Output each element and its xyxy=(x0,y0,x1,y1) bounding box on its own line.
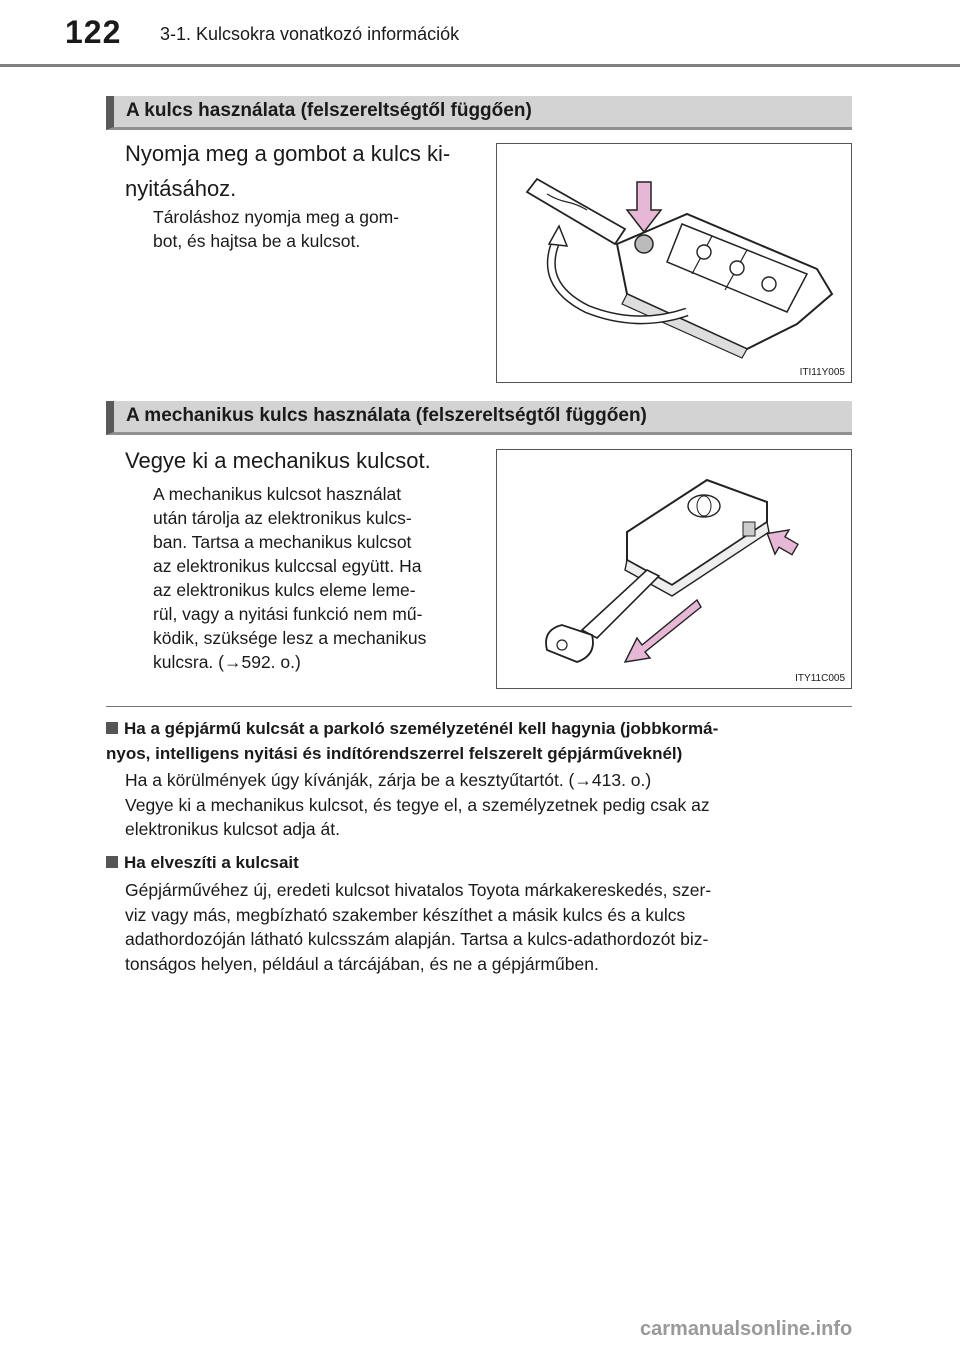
body-line: Vegye ki a mechanikus kulcsot, és tegye el, a személyzetnek pedig csak az xyxy=(125,794,710,815)
section-title-mechanical-key xyxy=(106,401,852,435)
lock-button-icon xyxy=(697,245,711,259)
trunk-button-icon xyxy=(762,277,776,291)
figure-code: ITI11Y005 xyxy=(799,367,845,378)
flip-key-illustration xyxy=(497,144,850,381)
note-line: Tároláshoz nyomja meg a gom- xyxy=(153,207,400,227)
unlock-button-icon xyxy=(730,261,744,275)
step-line: Nyomja meg a gombot a kulcs ki- xyxy=(125,141,451,166)
step-line: Vegye ki a mechanikus kulcsot. xyxy=(125,448,431,473)
heading-line: nyos, intelligens nyitási és indítórendszerrel felszerelt gépjárműveknél) xyxy=(106,744,683,763)
step-instruction-unfold xyxy=(125,136,477,206)
figure-flip-key xyxy=(496,143,852,383)
note-line: A mechanikus kulcsot használat xyxy=(153,484,402,504)
body-line: adathordozóján látható kulcsszám alapján. Tartsa a kulcs-adathordozót biz- xyxy=(125,929,709,949)
body-line: tonságos helyen, például a tárcájában, és ne a gépjárműben. xyxy=(125,953,599,974)
press-down-arrow-icon xyxy=(627,182,661,232)
heading-line: Ha elveszíti a kulcsait xyxy=(124,853,299,872)
note-line: ban. Tartsa a mechanikus kulcsot xyxy=(153,532,412,552)
note-line: után tárolja az elektronikus kulcs- xyxy=(153,508,412,528)
chapter-title: 3-1. Kulcsokra vonatkozó információk xyxy=(160,24,460,44)
rotate-arrow-icon xyxy=(549,226,567,246)
note-line: az elektronikus kulccsal együtt. Ha xyxy=(153,556,422,576)
body-line: viz vagy más, megbízható szakember készíthet a másik kulcs és a kulcs xyxy=(125,904,686,925)
page-number: 122 xyxy=(65,14,122,50)
watermark: carmanualsonline.info xyxy=(640,1318,853,1340)
step-instruction-remove-key xyxy=(125,443,477,478)
note-line: az elektronikus kulcs eleme leme- xyxy=(153,580,416,600)
info-body-lost-keys xyxy=(125,878,853,976)
step-note-mechanical-key xyxy=(153,482,483,674)
figure-code: ITY11C005 xyxy=(795,673,845,684)
section-divider xyxy=(106,706,852,707)
info-heading-lost-keys xyxy=(106,850,856,875)
section-title-key-usage xyxy=(106,96,852,130)
toyota-logo-icon xyxy=(688,495,720,517)
step-line: nyitásához. xyxy=(125,176,237,201)
figure-mechanical-key xyxy=(496,449,852,689)
section-title-text: A kulcs használata (felszereltségtől függően) xyxy=(126,100,532,121)
mechanical-key-blade-icon xyxy=(582,570,659,638)
note-line: kulcsra. (→592. o.) xyxy=(153,652,301,672)
release-button-icon xyxy=(635,235,653,253)
body-line: Gépjárművéhez új, eredeti kulcsot hivatalos Toyota márkakereskedés, szer- xyxy=(125,880,712,900)
pull-out-arrow-icon xyxy=(625,600,701,662)
body-line: Ha a körülmények úgy kívánják, zárja be a kesztyűtartót. (→413. o.) xyxy=(125,770,652,790)
info-heading-valet xyxy=(106,716,856,766)
note-line: bot, és hajtsa be a kulcsot. xyxy=(153,231,361,251)
page-header xyxy=(0,0,960,80)
note-line: ködik, szüksége lesz a mechanikus xyxy=(153,628,427,648)
heading-line: Ha a gépjármű kulcsát a parkoló személyzeténél kell hagynia (jobbkormá- xyxy=(124,719,719,738)
info-body-valet xyxy=(125,768,853,842)
mechanical-key-illustration xyxy=(497,450,850,687)
section-title-text: A mechanikus kulcs használata (felszereltségtől függően) xyxy=(126,405,647,426)
body-line: elektronikus kulcsot adja át. xyxy=(125,819,340,839)
step-note-store xyxy=(153,205,477,253)
bullet-square-icon xyxy=(106,722,118,734)
header-rule xyxy=(0,64,960,67)
key-blade-icon xyxy=(527,179,625,244)
note-line: rül, vagy a nyitási funkció nem mű- xyxy=(153,604,423,624)
bullet-square-icon xyxy=(106,856,118,868)
